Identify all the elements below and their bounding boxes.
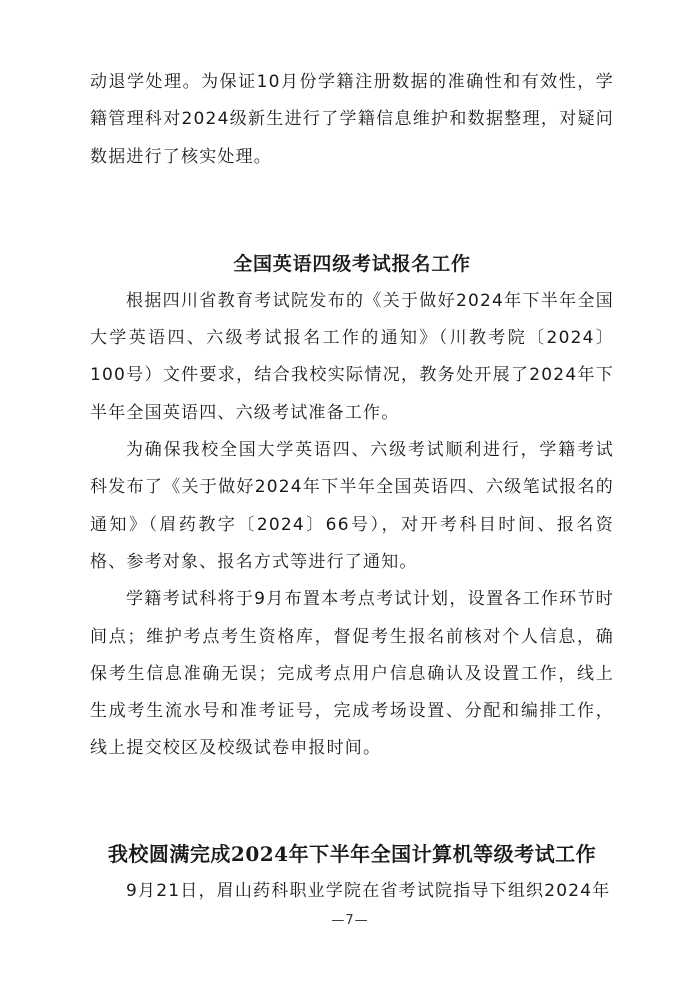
cet-paragraph-1: 根据四川省教育考试院发布的《关于做好2024年下半年全国大学英语四、六级考试报名工作的通知》（川教考院〔2024〕100号）文件要求，结合我校实际情况，教务处开展了2024年下半年全国英语四、六级考试准备工作。 xyxy=(90,290,614,423)
intro-paragraph: 动退学处理。为保证10月份学籍注册数据的准确性和有效性，学籍管理科对2024级新生进行了学籍信息维护和数据整理，对疑问数据进行了核实处理。 xyxy=(90,72,614,167)
section-title-cet: 全国英语四级考试报名工作 xyxy=(233,252,471,275)
cet-paragraph-3: 学籍考试科将于9月布置本考点考试计划，设置各工作环节时间点；维护考点考生资格库，督促考生报名前核对个人信息，确保考生信息准确无误；完成考点用户信息确认及设置工作，线上生成考生流水号和准考证号，完成考场设置、分配和编排工作，线上提交校区及校级试卷申报时间。 xyxy=(90,589,614,759)
computer-exam-paragraph: 9月21日，眉山药科职业学院在省考试院指导下组织2024年 xyxy=(126,880,611,901)
section-title-computer-exam: 我校圆满完成2024年下半年全国计算机等级考试工作 xyxy=(107,841,597,866)
page-number: —7— xyxy=(331,913,369,928)
cet-paragraph-2: 为确保我校全国大学英语四、六级考试顺利进行，学籍考试科发布了《关于做好2024年下半年全国英语四、六级笔试报名的通知》（眉药教字〔2024〕66号），对开考科目时间、报名资格、参考对象、报名方式等进行了通知。 xyxy=(90,440,614,572)
page-content xyxy=(90,64,614,910)
